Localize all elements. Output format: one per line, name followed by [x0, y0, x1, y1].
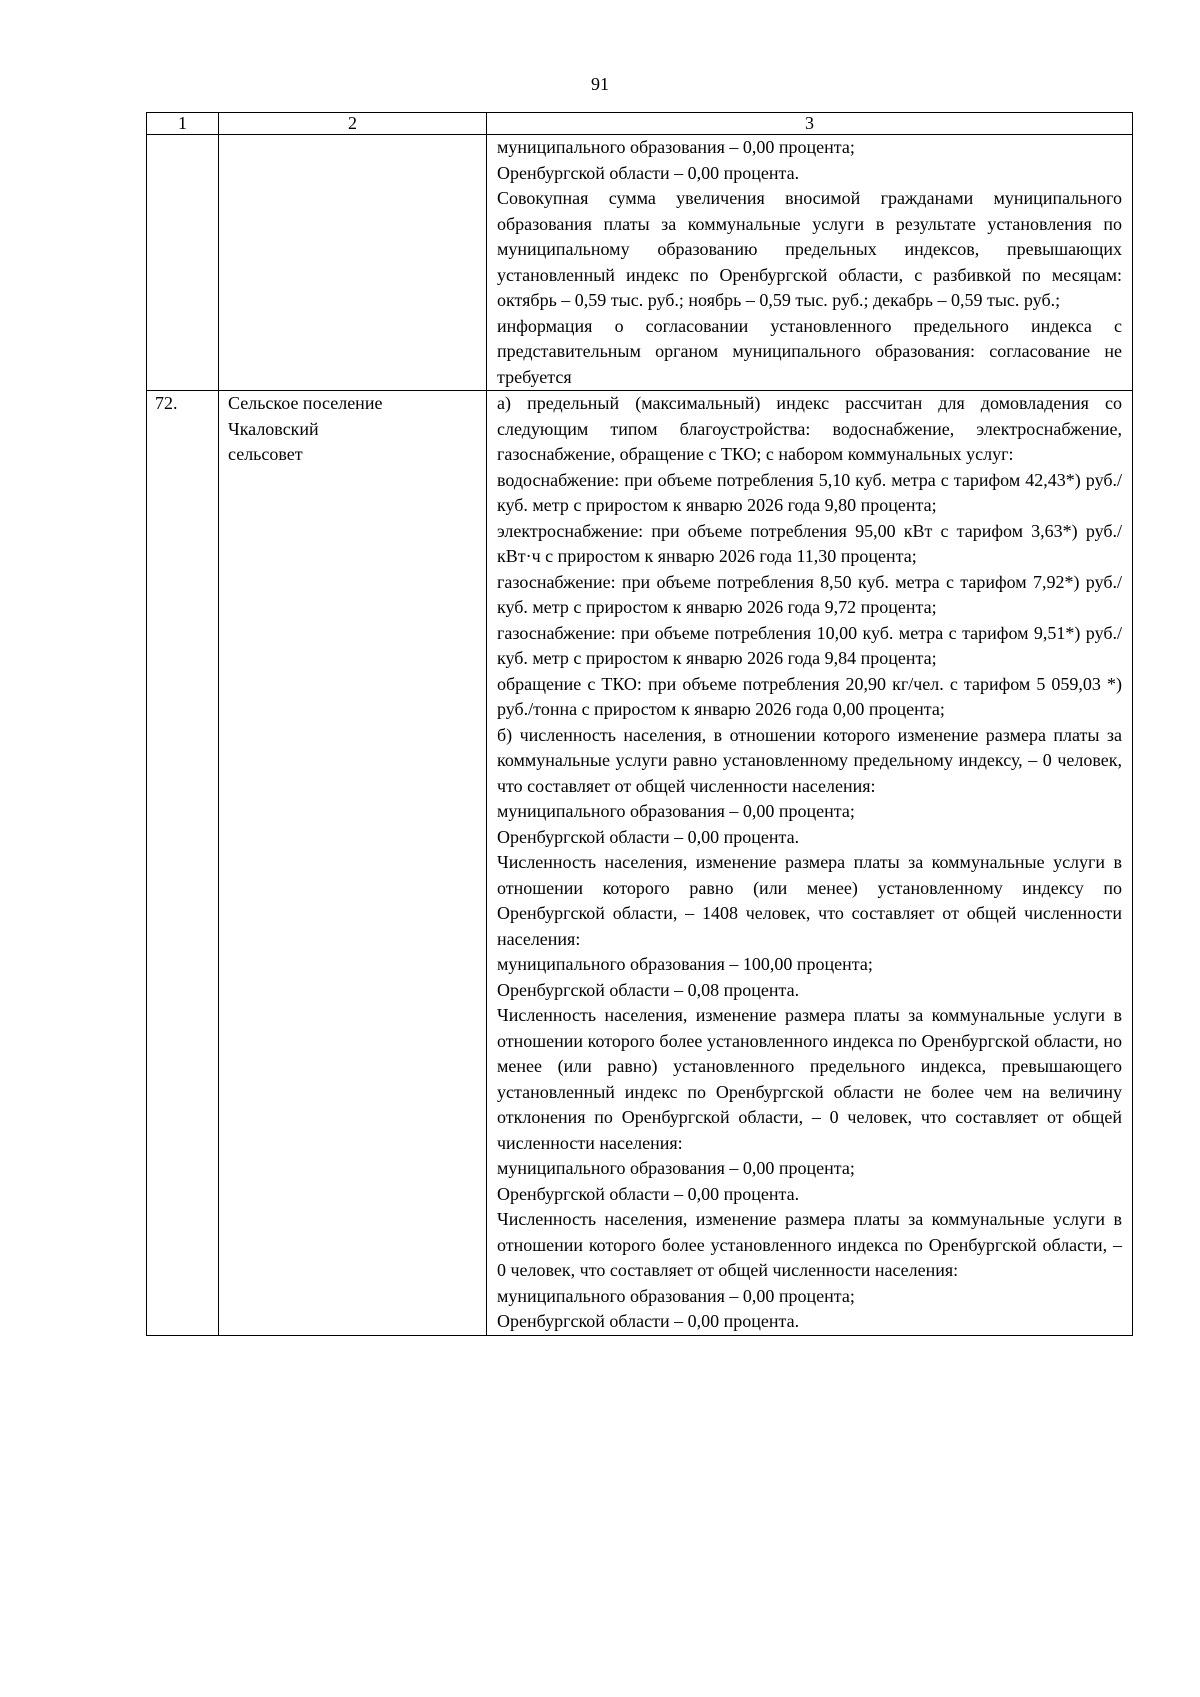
content-paragraph: Оренбургской области – 0,00 процента.: [497, 1183, 800, 1204]
content-paragraph: Оренбургской области – 0,00 процента.: [497, 826, 800, 847]
content-paragraph: Совокупная сумма увеличения вносимой гражданами муниципального образования платы за коммунальные услуги в результате установления по муниципальному образованию предельных индексов, превышающих установленный индекс по Оренбургской области, с разбивкой по месяцам: октябрь – 0,59 тыс. руб.; ноябрь – 0,59 тыс. руб.; декабрь – 0,59 тыс. руб.;: [497, 188, 1122, 310]
column-header: 2: [219, 113, 487, 135]
content-paragraph: газоснабжение: при объеме потребления 8,50 куб. метра с тарифом 7,92*) руб./куб. метр с приростом к январю 2026 года 9,72 процента;: [497, 571, 1122, 617]
content-paragraph: муниципального образования – 100,00 процента;: [497, 954, 873, 974]
content-paragraph: муниципального образования – 0,00 процента;: [497, 137, 855, 157]
content-paragraph: Оренбургской области – 0,08 процента.: [497, 979, 800, 1000]
content-paragraph: муниципального образования – 0,00 процента;: [497, 801, 855, 821]
row-number: [147, 135, 219, 391]
row-name-line: Сельское поселение: [228, 393, 383, 413]
row-name-line: Чкаловский: [228, 418, 319, 439]
page-number: 91: [591, 74, 609, 94]
content-paragraph: Численность населения, изменение размера платы за коммунальные услуги в отношении которого более установленного индекса по Оренбургской области, но менее (или равно) установленного предельного индекса, превышающего установленный индекс по Оренбургской области не более чем на величину отклонения по Оренбургской области, – 0 человек, что составляет от общей численности населения:: [497, 1005, 1122, 1153]
column-header: 3: [487, 113, 1133, 135]
content-paragraph: муниципального образования – 0,00 процента;: [497, 1285, 855, 1306]
row-name: [219, 135, 487, 391]
content-paragraph: Оренбургской области – 0,00 процента.: [497, 162, 800, 183]
content-paragraph: водоснабжение: при объеме потребления 5,10 куб. метра с тарифом 42,43*) руб./куб. метр с приростом к январю 2026 года 9,80 процента;: [497, 469, 1122, 515]
row-content: [487, 391, 1133, 1336]
column-header: 1: [147, 113, 219, 135]
content-paragraph: Численность населения, изменение размера платы за коммунальные услуги в отношении которого более установленного индекса по Оренбургской области, – 0 человек, что составляет от общей численности населения:: [497, 1209, 1122, 1280]
content-paragraph: обращение с ТКО: при объеме потребления 20,90 кг/чел. с тарифом 5 059,03 *) руб./тонна с приростом к январю 2026 года 0,00 процента;: [497, 673, 1122, 719]
content-paragraph: информация о согласовании установленного предельного индекса с представительным органом муниципального образования: согласование не требуется: [497, 315, 1122, 387]
document-table: [146, 112, 1133, 1336]
content-paragraph: электроснабжение: при объеме потребления 95,00 кВт с тарифом 3,63*) руб./кВт·ч с приростом к январю 2026 года 11,30 процента;: [497, 520, 1122, 566]
table-header-row: [147, 113, 1133, 135]
content-paragraph: Численность населения, изменение размера платы за коммунальные услуги в отношении которого равно (или менее) установленному индексу по Оренбургской области, – 1408 человек, что составляет от общей численности населения:: [497, 852, 1122, 949]
content-paragraph: а) предельный (максимальный) индекс рассчитан для домовладения со следующим типом благоустройства: водоснабжение, электроснабжение, газоснабжение, обращение с ТКО; с набором коммунальных услуг:: [497, 393, 1122, 464]
content-paragraph: муниципального образования – 0,00 процента;: [497, 1158, 855, 1178]
content-paragraph: б) численность населения, в отношении которого изменение размера платы за коммунальные услуги равно установленному предельному индексу, – 0 человек, что составляет от общей численности населения:: [497, 724, 1122, 796]
table-row: [147, 391, 1133, 1336]
row-content: [487, 135, 1133, 391]
row-number: 72.: [147, 391, 219, 1336]
row-name: [219, 391, 487, 1336]
row-name-line: сельсовет: [228, 444, 303, 464]
content-paragraph: Оренбургской области – 0,00 процента.: [497, 1311, 800, 1331]
table-row: [147, 135, 1133, 391]
content-paragraph: газоснабжение: при объеме потребления 10,00 куб. метра с тарифом 9,51*) руб./куб. метр с приростом к январю 2026 года 9,84 процента;: [497, 622, 1122, 668]
